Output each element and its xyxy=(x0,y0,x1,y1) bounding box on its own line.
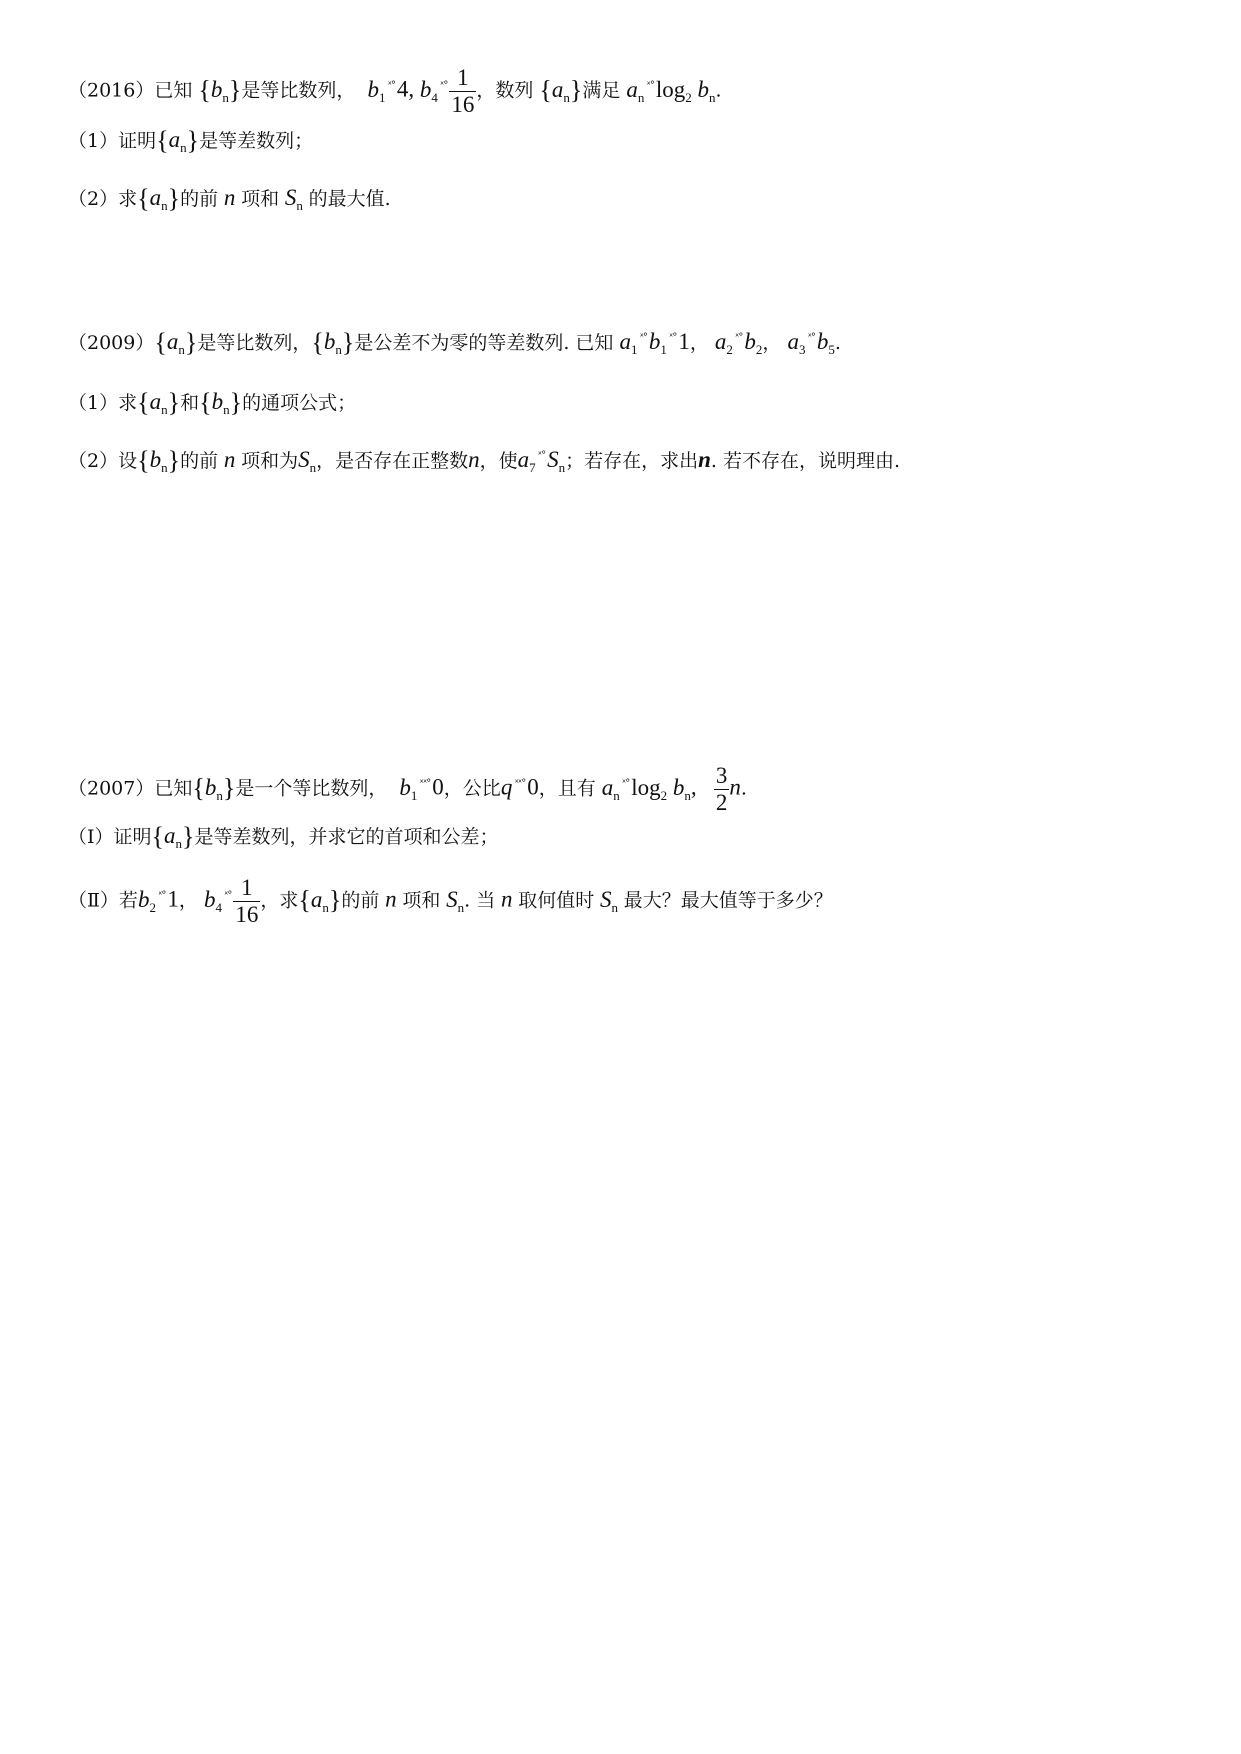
year-label: （2007） xyxy=(68,777,155,800)
part-label: （2） xyxy=(68,450,119,472)
part-label: （2） xyxy=(68,188,119,210)
p2007-part2: （Ⅱ）若$b_2^{ˣ^\circ}1$， $b_4^{ˣ^\circ}$ $\frac{1}{16}$ ，求$\{a_n\}$的前 n 项和 $S_n$. 当 n 取何值时 $S_n$ 最大？最大值等于多少？ xyxy=(68,875,833,928)
year-label: （2009） xyxy=(68,332,155,354)
p2009-part2: （2）设$\{b_n\}$的前 n 项和为$S_n$，是否存在正整数n，使$a_7^{ˣ^\circ}S_n$；若存在，求出n. 若不存在，说明理由. xyxy=(68,446,901,475)
year-label: （2016） xyxy=(68,79,155,102)
p2016-part2: （2）求$\{a_n\}$的前 n 项和 $S_n$ 的最大值. xyxy=(68,184,391,213)
p2016-part1: （1）证明$\{a_n\}$是等差数列； xyxy=(68,126,314,155)
fraction: $\frac{3}{2}$ xyxy=(715,763,728,816)
p2007-part1: （Ⅰ）证明$\{a_n\}$是等差数列，并求它的首项和公差； xyxy=(68,822,499,851)
part-label: （Ⅱ） xyxy=(68,889,119,912)
p2009-statement: $(2009)\{a_n\}$是等比数列，$\{b_n\}$是公差不为零的等差数列. 已知 $a_1^{ˣ^\circ}b_1^{ˣ^\circ}1$， $a_2^{ˣ^\circ}b_2$， $a_3^{ˣ^\circ}b_5$. xyxy=(68,328,841,357)
p2007-statement: （2007）已知$\{b_n\}$是一个等比数列， $b_1^{ˣˣ^\circ}0$，公比q $^{ˣˣ^\circ}$0，且有 $a_n^{ˣ^\circ}\log_2$ $b_n$, $\frac{3}{2}$ n. xyxy=(68,763,747,816)
part-label: （Ⅰ） xyxy=(68,826,114,848)
fraction: $\frac{1}{16}$ xyxy=(235,875,259,928)
part-label: （1） xyxy=(68,130,119,152)
part-label: （1） xyxy=(68,392,119,414)
p2016-statement: （2016）已知 $\{b_n\}$是等比数列， $b_1^{ˣ^\circ}4$, $b_4^{ˣ^\circ}$ $\frac{1}{16}$ ，数列 $\{a_n\}$满足 $a_n^{ˣ^\circ}\log_2$ $b_n$. xyxy=(68,65,722,118)
fraction: $\frac{1}{16}$ xyxy=(451,65,475,118)
p2009-part1: （1）求$\{a_n\}$和$\{b_n\}$的通项公式； xyxy=(68,388,357,417)
